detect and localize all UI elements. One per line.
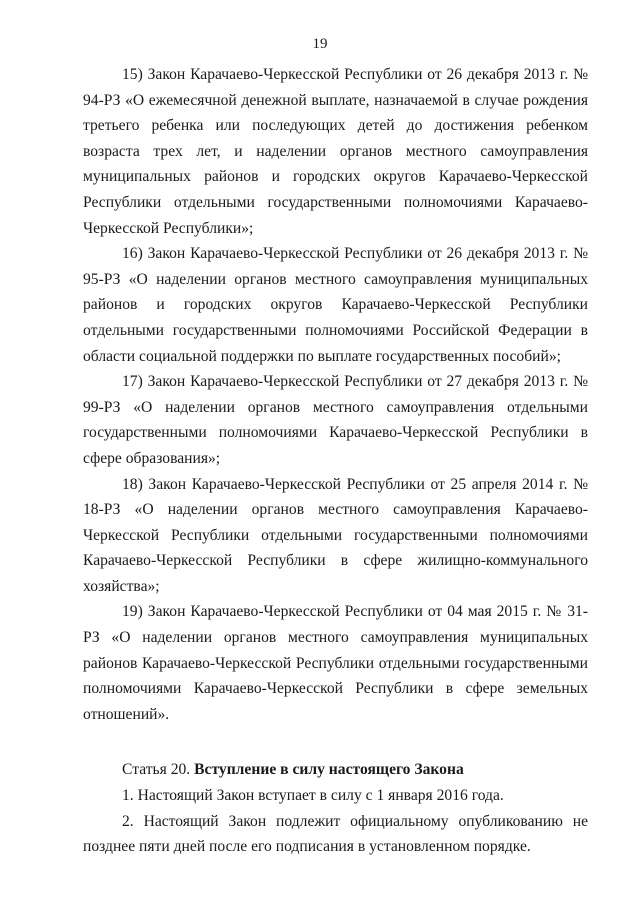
list-item-18: 18) Закон Карачаево-Черкесской Республики от 25 апреля 2014 г. № 18-РЗ «О наделении органов местного самоуправления Карачаево-Черкесской Республики отдельными государственными полномочиями Карачаево-Черкесской Республики в сфере жилищно-коммунального хозяйства»; [83, 475, 588, 595]
article-number: Статья 20. [122, 761, 191, 779]
article-clause-1: 1. Настоящий Закон вступает в силу с 1 января 2016 года. [122, 787, 504, 805]
list-item-15: 15) Закон Карачаево-Черкесской Республики от 26 декабря 2013 г. № 94-РЗ «О ежемесячной денежной выплате, назначаемой в случае рождения третьего ребенка или последующих детей до достижения ребенком возраста трех лет, и наделении органов местного самоуправления муниципальных районов и городских округов Карачаево-Черкесской Республики отдельными государственными полномочиями Карачаево-Черкесской Республики»; [83, 66, 588, 237]
document-body [83, 62, 588, 860]
list-item-16: 16) Закон Карачаево-Черкесской Республики от 26 декабря 2013 г. № 95-РЗ «О наделении органов местного самоуправления муниципальных районов и городских округов Карачаево-Черкесской Республики отдельными государственными полномочиями Российской Федерации в области социальной поддержки по выплате государственных пособий»; [83, 245, 588, 365]
article-clause-2: 2. Настоящий Закон подлежит официальному опубликованию не позднее пяти дней после его подписания в установленном порядке. [83, 812, 588, 856]
article-title: Вступление в силу настоящего Закона [194, 761, 464, 779]
page-number: 19 [312, 36, 328, 52]
list-item-17: 17) Закон Карачаево-Черкесской Республики от 27 декабря 2013 г. № 99-РЗ «О наделении органов местного самоуправления отдельными государственными полномочиями Карачаево-Черкесской Республики в сфере образования»; [83, 373, 588, 467]
article-heading [83, 757, 588, 783]
list-item-19: 19) Закон Карачаево-Черкесской Республики от 04 мая 2015 г. № 31-РЗ «О наделении органов местного самоуправления муниципальных районов Карачаево-Черкесской Республики отдельными государственными полномочиями Карачаево-Черкесской Республики в сфере земельных отношений». [83, 603, 588, 723]
